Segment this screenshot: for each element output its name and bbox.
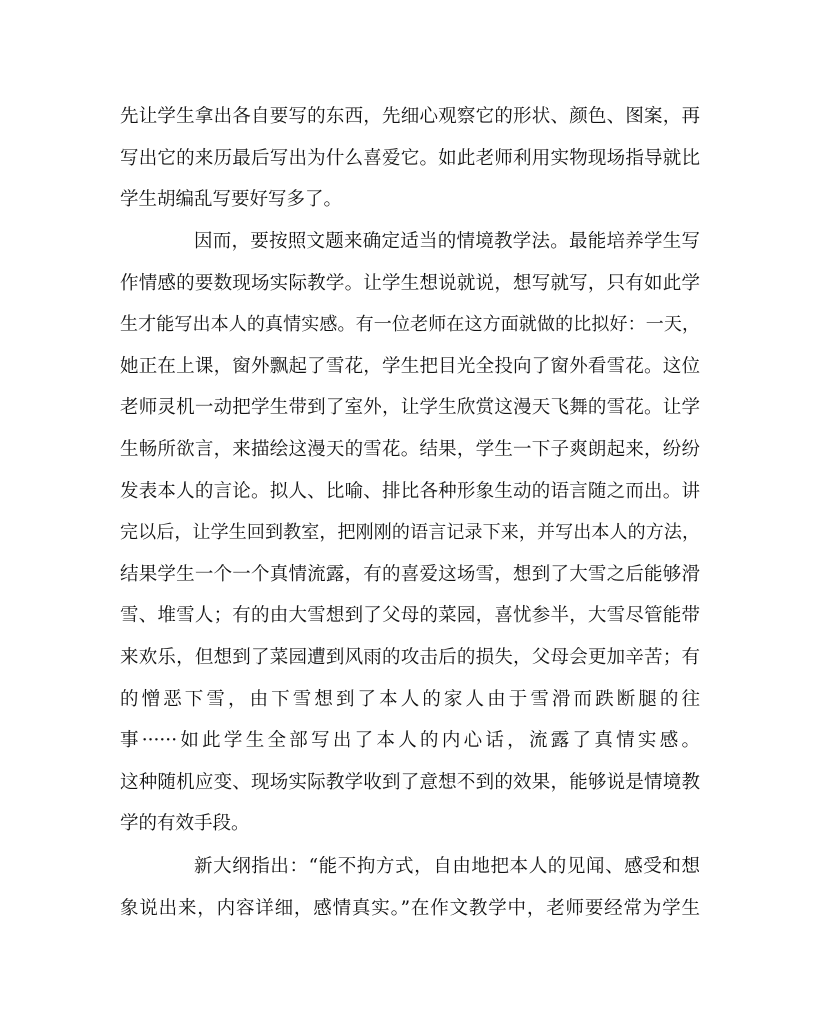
paragraph-1 xyxy=(120,96,700,221)
paragraph-line: 先让学生拿出各自要写的东西，先细心观察它的形状、颜色、图案，再 xyxy=(120,106,700,127)
paragraph-line: 来欢乐，但想到了菜园遭到风雨的攻击后的损失，父母会更加辛苦；有 xyxy=(120,646,700,668)
paragraph-first-line: 因而，要按照文题来确定适当的情境教学法。最能培养学生写 xyxy=(194,231,700,252)
paragraph-line: 学生胡编乱写要好写多了。 xyxy=(120,189,343,211)
paragraph-line: 老师灵机一动把学生带到了室外，让学生欣赏这漫天飞舞的雪花。让学 xyxy=(120,397,700,419)
paragraph-line: 生才能写出本人的真情实感。有一位老师在这方面就做的比拟好：一天， xyxy=(120,314,700,336)
paragraph-line: 雪、堆雪人；有的由大雪想到了父母的菜园，喜忧参半，大雪尽管能带 xyxy=(120,605,700,627)
paragraph-line: 这种随机应变、现场实际教学收到了意想不到的效果，能够说是情境教 xyxy=(120,771,700,793)
paragraph-3 xyxy=(120,846,700,929)
paragraph-line: 事······如此学生全部写出了本人的内心话，流露了真情实感。 xyxy=(120,730,700,752)
paragraph-2 xyxy=(120,221,700,845)
paragraph-line: 她正在上课，窗外飘起了雪花，学生把目光全投向了窗外看雪花。这位 xyxy=(120,355,700,377)
paragraph-line: 学的有效手段。 xyxy=(120,813,250,835)
paragraph-line: 的憎恶下雪，由下雪想到了本人的家人由于雪滑而跌断腿的往 xyxy=(120,688,700,710)
paragraph-line: 象说出来，内容详细，感情真实。”在作文教学中，老师要经常为学生 xyxy=(120,897,700,919)
paragraph-line: 结果学生一个一个真情流露，有的喜爱这场雪，想到了大雪之后能够滑 xyxy=(120,563,700,585)
paragraph-line: 作情感的要数现场实际教学。让学生想说就说，想写就写，只有如此学 xyxy=(120,272,700,294)
paragraph-first-line: 新大纲指出：“能不拘方式，自由地把本人的见闻、感受和想 xyxy=(194,856,700,877)
paragraph-line: 生畅所欲言，来描绘这漫天的雪花。结果，学生一下子爽朗起来，纷纷 xyxy=(120,438,700,460)
paragraph-line: 发表本人的言论。拟人、比喻、排比各种形象生动的语言随之而出。讲 xyxy=(120,480,700,502)
paragraph-line: 写出它的来历最后写出为什么喜爱它。如此老师利用实物现场指导就比 xyxy=(120,147,700,169)
paragraph-line: 完以后，让学生回到教室，把刚刚的语言记录下来，并写出本人的方法， xyxy=(120,522,700,544)
